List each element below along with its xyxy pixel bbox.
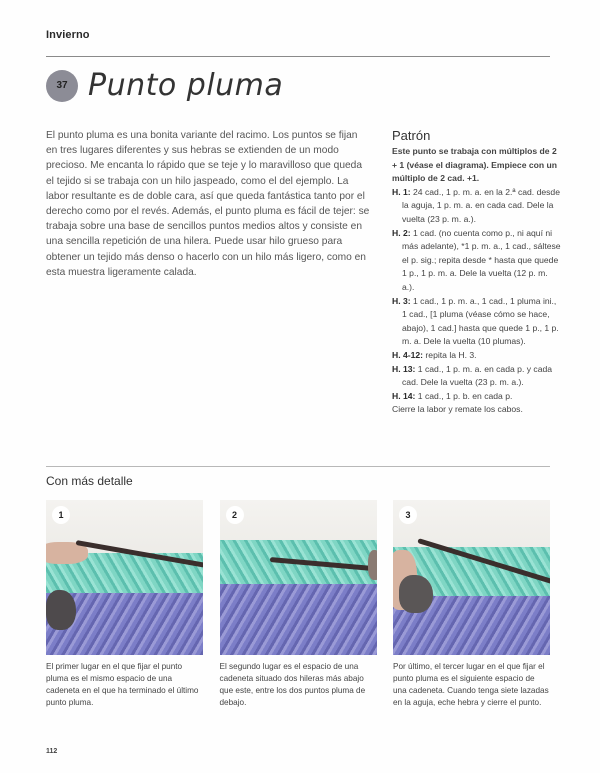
pattern-row [392, 295, 562, 349]
title-row [46, 68, 283, 103]
thumbnail [399, 575, 433, 613]
section-label: Invierno [46, 29, 90, 41]
top-divider [46, 56, 550, 57]
mid-divider [46, 466, 550, 467]
row-label: H. 2: [392, 227, 411, 238]
row-text: 1 cad., 1 p. m. a. en cada p. y cada cad. Dele la vuelta (23 p. m. a.). [402, 363, 553, 388]
thumbnail [46, 590, 76, 630]
page-number: 112 [46, 748, 58, 755]
pattern-row [392, 227, 562, 295]
pattern-row [392, 349, 562, 363]
step-number: 2 [226, 506, 244, 524]
row-text: repita la H. 3. [423, 349, 477, 360]
step-1 [46, 500, 203, 709]
pattern-row [392, 363, 562, 390]
row-label: H. 4-12: [392, 349, 424, 360]
pattern-closing: Cierre la labor y remate los cabos. [392, 404, 523, 415]
intro-paragraph: El punto pluma es una bonita variante del racimo. Los puntos se fijan en tres lugares diferentes y sus hebras se extienden de un modo precioso. Me encanta lo rápido que se teje y lo maravilloso que queda el tejido si se trabaja con un hilo jaspeado, como el del ejemplo. La labor resultante es de doble cara, así que queda fantástica tanto por el derecho como por el revés. Además, el punto pluma es fácil de tejer: se trabaja sobre una base de sencillos puntos medios altos y consiste en una sencilla repetición de una hilera. Puede usar hilo grueso para obtener un tejido más denso o hacerlo con un hilo más ligero, como en esta muestra ligeramente calada. [46, 130, 370, 278]
row-text: 24 cad., 1 p. m. a. en la 2.ª cad. desde la aguja, 1 p. m. a. en cada cad. Dele la vuelta (23 p. m. a.). [402, 186, 560, 224]
stitch-number-badge: 37 [46, 70, 78, 102]
pattern-row [392, 390, 562, 404]
row-label: H. 14: [392, 390, 416, 401]
row-label: H. 3: [392, 295, 411, 306]
row-text: 1 cad., 1 p. m. a., 1 cad., 1 pluma ini., 1 cad., [1 pluma (véase cómo se hace, abajo), 1 cad.] hasta que quede 1 p., 1 p. m. a. Dele la vuelta (10 plumas). [402, 295, 559, 347]
steps-row [46, 500, 550, 709]
row-text: 1 cad., 1 p. b. en cada p. [415, 390, 513, 401]
row-label: H. 13: [392, 363, 416, 374]
step-caption: Por último, el tercer lugar en el que fijar el punto pluma es el siguiente espacio de una cadeneta. Cuando tenga siete lazadas en la aguja, eche hebra y cierre el punto. [393, 662, 549, 707]
pattern-heading: Patrón [392, 128, 431, 143]
row-label: H. 1: [392, 186, 411, 197]
detail-heading: Con más detalle [46, 474, 133, 488]
step-3 [393, 500, 550, 709]
step-number: 1 [52, 506, 70, 524]
pattern-panel [392, 128, 562, 417]
step-2 [220, 500, 377, 709]
row-text: 1 cad. (no cuenta como p., ni aquí ni más adelante), *1 p. m. a., 1 cad., sáltese el p. sig.; repita desde * hasta que quede 1 p., 1 p. m. a. Dele la vuelta (12 p. m. a.). [402, 227, 561, 292]
pattern-row [392, 186, 562, 227]
step-caption: El segundo lugar es el espacio de una cadeneta situado dos hileras más abajo que este, entre los dos puntos pluma de debajo. [219, 662, 366, 707]
step-photo [393, 500, 550, 655]
step-caption: El primer lugar en el que fijar el punto pluma es el mismo espacio de una cadeneta en el que ha terminado el último punto pluma. [46, 662, 199, 707]
fingertip [368, 550, 377, 580]
step-photo [220, 500, 377, 655]
purple-yarn [220, 584, 377, 655]
page-title: Punto pluma [88, 68, 284, 103]
pattern-lead: Este punto se trabaja con múltiplos de 2 + 1 (véase el diagrama). Empiece con un múltiplo de 2 cad. +1. [392, 146, 558, 184]
step-number: 3 [399, 506, 417, 524]
step-photo [46, 500, 203, 655]
